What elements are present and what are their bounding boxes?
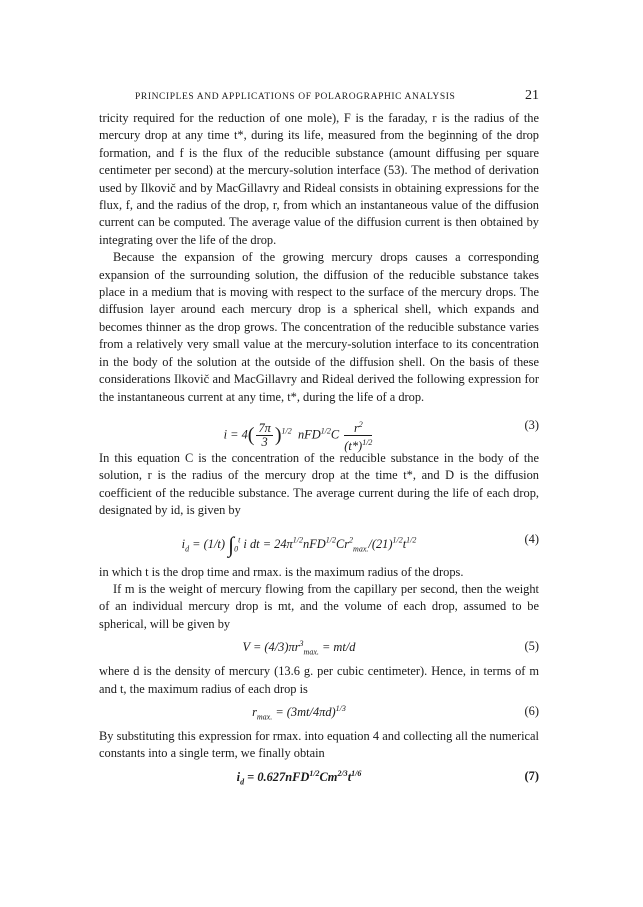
equation-5-body: $V = (4/3)\pi r^3_{max.} = mt/d$ bbox=[242, 639, 356, 657]
equation-4 bbox=[99, 520, 539, 564]
page-body bbox=[99, 88, 539, 793]
paragraph-1: tricity required for the reduction of one mole), F is the faraday, r is the radius of the mercury drop at any time t*, during its life, measured from the beginning of the drop formation, and f is the flux of the reducible substance (amount diffusing per square centimeter per second) at the mercury-solution interface (53). The method of derivation used by Ilkovič and by MacGillavry and Rideal consists in obtaining expressions for the flux, f, and the radius of the drop, r, from which an instantaneous value of the diffusion current can be computed. The average value of the diffusion current is then obtained by integrating over the life of the drop. bbox=[99, 111, 539, 247]
paragraph-3: In this equation C is the concentration of the reducible substance in the body of the solution, r is the radius of the mercury drop at the time t*, and D is the diffusion coefficient of the reducible substance. The average current during the life of each drop, designated by id, is given by bbox=[99, 450, 539, 518]
equation-4-body: $i_d = (1/t)$ $\int_0^t$ i dt = $24\pi^{1/2}nFD^{1/2}Cr^2_{max.}/(21)^{1/2}t^{1/2}$ bbox=[181, 531, 417, 557]
equation-3-number: (3) bbox=[524, 417, 539, 432]
equation-6 bbox=[99, 698, 539, 728]
paragraph-2: Because the expansion of the growing mercury drops causes a corresponding expansion of the surrounding solution, the diffusion of the reducible substance takes place in a medium that is moving with respect to the surface of the mercury drops. The diffusion layer around each mercury drop is a spherical shell, which expands and becomes thinner as the drop grows. The concentration of the reducible substance varies from a relatively very small value at the mercury-solution interface to its concentration in the body of the solution at the outside of the diffusion shell. On the basis of these considerations Ilkovič and MacGillavry and Rideal derived the following expression for the instantaneous current at any time, t*, during the life of a drop. bbox=[99, 250, 539, 404]
equation-7-number: (7) bbox=[524, 768, 539, 783]
equation-6-number: (6) bbox=[524, 703, 539, 718]
equation-7-body: $i_d = 0.627nFD^{1/2}Cm^{2/3}t^{1/6}$ bbox=[236, 768, 362, 787]
equation-7 bbox=[99, 763, 539, 793]
equation-5-number: (5) bbox=[524, 639, 539, 654]
page-header bbox=[99, 88, 539, 110]
equation-6-body: $r_{max.} = (3mt/4\pi d)^{1/3}$ bbox=[252, 703, 346, 722]
paragraph-7: By substituting this expression for rmax. into equation 4 and collecting all the numerical constants into a single term, we finally obtain bbox=[99, 728, 539, 761]
equation-3 bbox=[99, 406, 539, 454]
page-number: 21 bbox=[525, 88, 539, 103]
equation-3-body: i = 4( $\frac{7\pi}{3}$ )$^{1/2}$ nFD$^{1/2}$C $\frac{r^2}{(t*)^{1/2}}$ bbox=[223, 419, 373, 454]
equation-5 bbox=[99, 633, 539, 663]
equation-4-number: (4) bbox=[524, 531, 539, 546]
paragraph-5: If m is the weight of mercury flowing from the capillary per second, then the weight of an individual mercury drop is mt, and the volume of each drop, assumed to be spherical, will be given by bbox=[99, 581, 539, 631]
paragraph-4: in which t is the drop time and rmax. is the maximum radius of the drops. bbox=[99, 564, 464, 579]
paragraph-6: where d is the density of mercury (13.6 g. per cubic centimeter). Hence, in terms of m and t, the maximum radius of each drop is bbox=[99, 664, 539, 696]
running-title: PRINCIPLES AND APPLICATIONS OF POLAROGRAPHIC ANALYSIS bbox=[135, 92, 456, 102]
